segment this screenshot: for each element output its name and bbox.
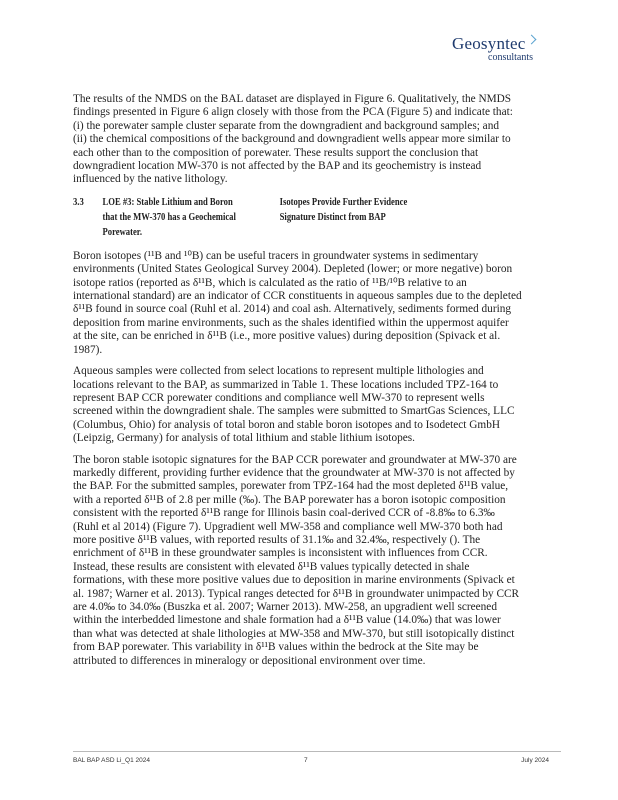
footer-document-id: BAL BAP ASD Li_Q1 2024 [73, 757, 150, 764]
footer-page-number: 7 [304, 757, 308, 764]
section-title-left [103, 195, 280, 240]
text-line: al. 1987; Warner et al. 2013). Typical ranges detected for δ¹¹B in groundwater unimpacted by CCR [73, 587, 520, 600]
text-line: 1987). [73, 343, 103, 356]
text-line: the BAP. For the submitted samples, porewater from TPZ-164 had the most depleted δ¹¹B value, [73, 480, 509, 493]
text-line: more positive δ¹¹B values, with reported results of 31.1‰ and 32.4‰, respectively (). The [73, 533, 481, 546]
text-line: each other than to the composition of porewater. These results support the conclusion that [73, 146, 479, 159]
text-line: (ii) the chemical compositions of the background and downgradient wells appear more similar to [73, 133, 511, 146]
text-line: (Leipzig, Germany) for analysis of total lithium and stable lithium isotopes. [73, 432, 415, 445]
text-line: from BAP porewater. This variability in δ¹¹B values within the bedrock at the Site may be [73, 641, 479, 654]
text-line: at the site, can be enriched in δ¹¹B (i.e., more positive values) during deposition (Spivack et al. [73, 330, 501, 343]
paragraph-sampling [73, 365, 561, 445]
text-line: (Columbus, Ohio) for analysis of total boron and stable boron isotopes and to Isodetect GmbH [73, 418, 501, 431]
text-line: isotope ratios (reported as δ¹¹B, which is calculated as the ratio of ¹¹B/¹⁰B relative to an [73, 276, 467, 289]
text-line: locations relevant to the BAP, as summarized in Table 1. These locations included TPZ-164 to [73, 378, 499, 391]
text-line: environments (United States Geological Survey 2004). Depleted (lower; or more negative) boron [73, 263, 513, 276]
section-number: 3.3 [73, 196, 84, 208]
text-line: influenced by the native lithology. [73, 173, 228, 186]
text-line: consistent with the reported δ¹¹B range for Illinois basin coal-derived CCR of -8.8‰ to 6.3‰ [73, 507, 495, 520]
text-line: markedly different, providing further evidence that the groundwater at MW-370 is not affected by [73, 466, 515, 479]
paragraph-nmds [73, 93, 561, 187]
text-line: deposition from marine environments, such as the shales identified within the uppermost aquifer [73, 316, 509, 329]
text-line: are 4.0‰ to 34.0‰ (Buszka et al. 2007; Warner 2013). MW-258, an upgradient well screened [73, 601, 497, 613]
paragraph-boron-isotopes [73, 250, 561, 357]
text-line: downgradient location MW-370 is not affected by the BAP and its geochemistry is instead [73, 160, 482, 173]
text-line: The results of the NMDS on the BAL dataset are displayed in Figure 6. Qualitatively, the NMDS [73, 93, 512, 105]
section-heading [73, 195, 561, 240]
text-line: (i) the porewater sample cluster separate from the downgradient and background samples; and [73, 119, 499, 132]
section-title-line: that the MW-370 has a Geochemical [102, 211, 236, 223]
section-title-line: Isotopes Provide Further Evidence [279, 196, 408, 208]
page-body [73, 93, 561, 676]
text-line: formations, with these more positive values due to deposition in marine environments (Spivack et [73, 574, 515, 587]
section-title-right [280, 195, 474, 240]
text-line: δ¹¹B found in source coal (Ruhl et al. 2014) and coal ash. Alternatively, sediments formed during [73, 303, 512, 316]
logo-arrow-icon [526, 35, 536, 45]
text-line: (Ruhl et al 2014) (Figure 7). Upgradient well MW-358 and compliance well MW-370 both had [73, 520, 503, 533]
text-line: Boron isotopes (¹¹B and ¹⁰B) can be useful tracers in groundwater systems in sedimentary [73, 249, 479, 262]
company-logo [452, 34, 552, 63]
paragraph-results [73, 454, 561, 669]
text-line: attributed to differences in mineralogy or depositional environment over time. [73, 654, 426, 667]
text-line: with a reported δ¹¹B of 2.8 per mille (‰). The BAP porewater has a boron isotopic composition [73, 493, 506, 506]
text-line: Aqueous samples were collected from select locations to represent multiple lithologies and [73, 365, 484, 378]
text-line: within the interbedded limestone and shale formation had a δ¹¹B value (14.0‰) that was lower [73, 614, 501, 627]
section-title-line: LOE #3: Stable Lithium and Boron [102, 196, 233, 208]
text-line: Instead, these results are consistent with elevated δ¹¹B values typically detected in shale [73, 560, 470, 573]
text-line: findings presented in Figure 6 align closely with those from the PCA (Figure 5) and indicate that: [73, 106, 513, 119]
text-line: represent BAP CCR porewater conditions and compliance well MW-370 to represent wells [73, 391, 485, 404]
section-title-line: Porewater. [102, 226, 142, 238]
text-line: The boron stable isotopic signatures for the BAP CCR porewater and groundwater at MW-370 are [73, 453, 517, 466]
logo-wordmark: Geosyntec [452, 34, 552, 54]
text-line: enrichment of δ¹¹B in these groundwater samples is inconsistent with influences from CCR. [73, 547, 488, 560]
text-line: than what was detected at shale lithologies at MW-358 and MW-370, but still isotopically distinct [73, 627, 515, 640]
text-line: international standard) are an indicator of CCR constituents in aqueous samples due to the depleted [73, 290, 522, 303]
page-footer [73, 751, 561, 764]
section-title-line: Signature Distinct from BAP [279, 211, 386, 223]
logo-subtitle: consultants [488, 52, 533, 63]
footer-date: July 2024 [521, 757, 549, 764]
text-line: screened within the downgradient shale. The samples were submitted to SmartGas Sciences, LLC [73, 405, 515, 418]
